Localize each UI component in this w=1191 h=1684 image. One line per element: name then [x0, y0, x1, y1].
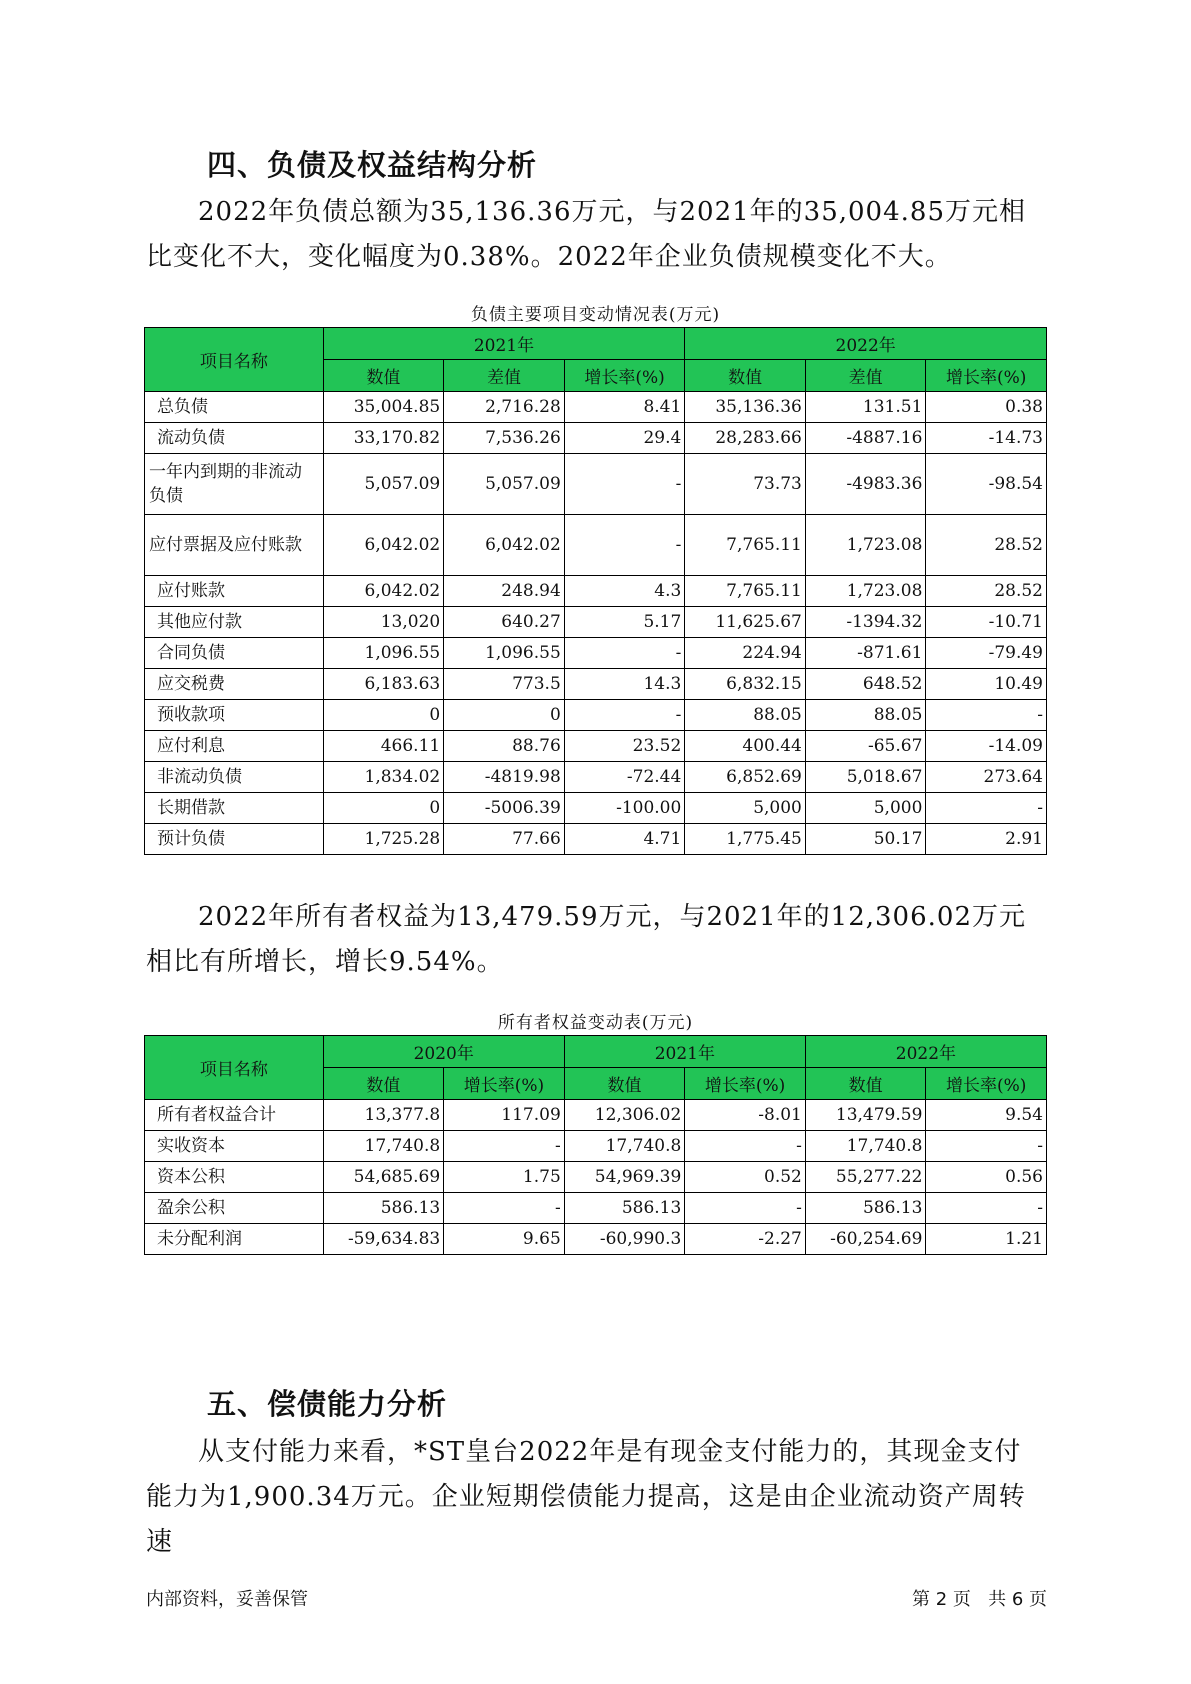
table-cell: 17,740.8	[805, 1131, 926, 1162]
row-label: 合同负债	[145, 638, 324, 669]
section-title-solvency: 五、偿债能力分析	[207, 1387, 448, 1421]
table-cell: 8.41	[564, 392, 685, 423]
column-header-year: 2021年	[323, 328, 685, 360]
table-cell: 117.09	[444, 1100, 565, 1131]
table-cell: -65.67	[805, 731, 926, 762]
row-label: 一年内到期的非流动负债	[145, 454, 324, 515]
footer-left: 内部资料，妥善保管	[146, 1589, 308, 1610]
table-cell: 0.52	[685, 1162, 806, 1193]
table-row	[145, 1100, 1047, 1131]
row-label: 应付账款	[145, 576, 324, 607]
table-row	[145, 638, 1047, 669]
table-row	[145, 515, 1047, 576]
table-cell: 2.91	[926, 824, 1047, 855]
column-header: 增长率(%)	[564, 360, 685, 392]
column-header-name: 项目名称	[145, 328, 324, 392]
table-cell: 77.66	[444, 824, 565, 855]
column-header: 增长率(%)	[926, 1068, 1047, 1100]
table-cell: 14.3	[564, 669, 685, 700]
table-cell: 4.71	[564, 824, 685, 855]
paragraph-equity	[146, 895, 1046, 985]
table-cell: 131.51	[805, 392, 926, 423]
table-cell: -	[564, 515, 685, 576]
table-cell: 88.76	[444, 731, 565, 762]
table-caption-liabilities: 负债主要项目变动情况表(万元)	[470, 305, 721, 325]
row-label: 其他应付款	[145, 607, 324, 638]
table-cell: 13,377.8	[323, 1100, 444, 1131]
row-label: 实收资本	[145, 1131, 324, 1162]
table-row	[145, 1193, 1047, 1224]
table-row	[145, 1131, 1047, 1162]
table-cell: -	[685, 1193, 806, 1224]
table-cell: -	[685, 1131, 806, 1162]
table-cell: 6,832.15	[685, 669, 806, 700]
table-cell: 248.94	[444, 576, 565, 607]
table-cell: -	[444, 1131, 565, 1162]
table-cell: 9.54	[926, 1100, 1047, 1131]
row-label: 应付票据及应付账款	[145, 515, 324, 576]
table-cell: 4.3	[564, 576, 685, 607]
table-cell: -	[926, 1131, 1047, 1162]
row-label: 所有者权益合计	[145, 1100, 324, 1131]
table-cell: 648.52	[805, 669, 926, 700]
table-cell: 1,834.02	[323, 762, 444, 793]
table-cell: 7,765.11	[685, 515, 806, 576]
table-cell: 640.27	[444, 607, 565, 638]
table-cell: 400.44	[685, 731, 806, 762]
table-cell: 35,004.85	[323, 392, 444, 423]
row-label: 盈余公积	[145, 1193, 324, 1224]
table-cell: 88.05	[685, 700, 806, 731]
table-cell: 29.4	[564, 423, 685, 454]
table-cell: -100.00	[564, 793, 685, 824]
table-cell: 6,042.02	[444, 515, 565, 576]
table-cell: 6,183.63	[323, 669, 444, 700]
table-cell: 1,723.08	[805, 515, 926, 576]
table-cell: 5,000	[805, 793, 926, 824]
paragraph-text: 从支付能力来看，*ST皇台2022年是有现金支付能力的，其现金支付能力为1,900.34万元。企业短期偿债能力提高，这是由企业流动资产周转速	[146, 1437, 1026, 1557]
row-label: 预计负债	[145, 824, 324, 855]
table-cell: 0.56	[926, 1162, 1047, 1193]
column-header: 增长率(%)	[685, 1068, 806, 1100]
table-cell: 55,277.22	[805, 1162, 926, 1193]
table-row	[145, 793, 1047, 824]
table-row	[145, 1224, 1047, 1255]
table-caption-equity: 所有者权益变动表(万元)	[497, 1013, 694, 1033]
row-label: 应付利息	[145, 731, 324, 762]
table-row	[145, 607, 1047, 638]
table-cell: 1.75	[444, 1162, 565, 1193]
table-cell: -8.01	[685, 1100, 806, 1131]
table-cell: -	[926, 1193, 1047, 1224]
table-cell: 9.65	[444, 1224, 565, 1255]
table-cell: 50.17	[805, 824, 926, 855]
paragraph-text: 2022年所有者权益为13,479.59万元，与2021年的12,306.02万元相比有所增长，增长9.54%。	[146, 902, 1026, 977]
table-cell: -72.44	[564, 762, 685, 793]
table-cell: 17,740.8	[564, 1131, 685, 1162]
table-cell: 54,685.69	[323, 1162, 444, 1193]
table-cell: 13,020	[323, 607, 444, 638]
table-cell: -	[926, 700, 1047, 731]
table-cell: 1.21	[926, 1224, 1047, 1255]
table-cell: -14.73	[926, 423, 1047, 454]
table-row	[145, 392, 1047, 423]
table-cell: 35,136.36	[685, 392, 806, 423]
table-cell: -98.54	[926, 454, 1047, 515]
table-row	[145, 762, 1047, 793]
column-header-year: 2021年	[564, 1036, 805, 1068]
table-cell: 6,042.02	[323, 515, 444, 576]
equity-table	[144, 1035, 1047, 1255]
table-cell: -60,990.3	[564, 1224, 685, 1255]
table-cell: 1,775.45	[685, 824, 806, 855]
table-row	[145, 731, 1047, 762]
row-label: 未分配利润	[145, 1224, 324, 1255]
table-cell: 6,042.02	[323, 576, 444, 607]
table-cell: 273.64	[926, 762, 1047, 793]
table-cell: 586.13	[323, 1193, 444, 1224]
table-cell: 7,765.11	[685, 576, 806, 607]
paragraph-text: 2022年负债总额为35,136.36万元，与2021年的35,004.85万元相比变化不大，变化幅度为0.38%。2022年企业负债规模变化不大。	[146, 197, 1026, 272]
table-cell: 5,018.67	[805, 762, 926, 793]
table-cell: 1,096.55	[444, 638, 565, 669]
table-cell: 0	[323, 793, 444, 824]
table-row	[145, 576, 1047, 607]
row-label: 预收款项	[145, 700, 324, 731]
table-cell: 13,479.59	[805, 1100, 926, 1131]
column-header: 增长率(%)	[444, 1068, 565, 1100]
table-cell: -59,634.83	[323, 1224, 444, 1255]
table-cell: -	[444, 1193, 565, 1224]
table-cell: -	[564, 454, 685, 515]
table-cell: -60,254.69	[805, 1224, 926, 1255]
table-row	[145, 454, 1047, 515]
column-header-name: 项目名称	[145, 1036, 324, 1100]
row-label: 非流动负债	[145, 762, 324, 793]
table-cell: 28.52	[926, 576, 1047, 607]
table-cell: 88.05	[805, 700, 926, 731]
paragraph-liabilities	[146, 190, 1046, 280]
table-cell: 0	[444, 700, 565, 731]
column-header-year: 2020年	[323, 1036, 564, 1068]
column-header: 增长率(%)	[926, 360, 1047, 392]
table-row	[145, 824, 1047, 855]
table-cell: -	[564, 638, 685, 669]
table-cell: -2.27	[685, 1224, 806, 1255]
table-cell: 5,000	[685, 793, 806, 824]
table-cell: 28,283.66	[685, 423, 806, 454]
table-cell: 773.5	[444, 669, 565, 700]
table-cell: 224.94	[685, 638, 806, 669]
table-cell: 1,096.55	[323, 638, 444, 669]
table-cell: -	[564, 700, 685, 731]
table-row	[145, 1162, 1047, 1193]
row-label: 长期借款	[145, 793, 324, 824]
row-label: 流动负债	[145, 423, 324, 454]
table-cell: 2,716.28	[444, 392, 565, 423]
table-cell: 28.52	[926, 515, 1047, 576]
table-cell: 12,306.02	[564, 1100, 685, 1131]
table-cell: 33,170.82	[323, 423, 444, 454]
section-title-liabilities: 四、负债及权益结构分析	[207, 148, 538, 182]
row-label: 应交税费	[145, 669, 324, 700]
column-header: 差值	[805, 360, 926, 392]
table-cell: 0.38	[926, 392, 1047, 423]
column-header-year: 2022年	[805, 1036, 1046, 1068]
table-cell: -1394.32	[805, 607, 926, 638]
column-header: 数值	[564, 1068, 685, 1100]
table-cell: 17,740.8	[323, 1131, 444, 1162]
table-cell: 10.49	[926, 669, 1047, 700]
table-cell: 5,057.09	[323, 454, 444, 515]
paragraph-solvency	[146, 1430, 1046, 1565]
footer-page-number: 第 2 页 共 6 页	[912, 1589, 1047, 1610]
liabilities-table	[144, 327, 1047, 855]
column-header: 数值	[323, 1068, 444, 1100]
table-cell: 1,725.28	[323, 824, 444, 855]
column-header: 数值	[685, 360, 806, 392]
table-cell: -14.09	[926, 731, 1047, 762]
table-row	[145, 669, 1047, 700]
table-cell: -10.71	[926, 607, 1047, 638]
table-cell: -4983.36	[805, 454, 926, 515]
table-cell: 0	[323, 700, 444, 731]
table-cell: -871.61	[805, 638, 926, 669]
table-cell: 54,969.39	[564, 1162, 685, 1193]
table-cell: 586.13	[564, 1193, 685, 1224]
row-label: 资本公积	[145, 1162, 324, 1193]
table-cell: 7,536.26	[444, 423, 565, 454]
table-cell: 6,852.69	[685, 762, 806, 793]
table-cell: 23.52	[564, 731, 685, 762]
table-cell: -4887.16	[805, 423, 926, 454]
table-cell: 1,723.08	[805, 576, 926, 607]
table-cell: -	[926, 793, 1047, 824]
column-header: 数值	[805, 1068, 926, 1100]
table-cell: -4819.98	[444, 762, 565, 793]
table-row	[145, 700, 1047, 731]
row-label: 总负债	[145, 392, 324, 423]
column-header: 数值	[323, 360, 444, 392]
table-cell: 11,625.67	[685, 607, 806, 638]
table-cell: 73.73	[685, 454, 806, 515]
table-cell: 5.17	[564, 607, 685, 638]
table-cell: 586.13	[805, 1193, 926, 1224]
table-row	[145, 423, 1047, 454]
table-cell: -79.49	[926, 638, 1047, 669]
column-header-year: 2022年	[685, 328, 1047, 360]
table-cell: 466.11	[323, 731, 444, 762]
column-header: 差值	[444, 360, 565, 392]
table-cell: -5006.39	[444, 793, 565, 824]
table-cell: 5,057.09	[444, 454, 565, 515]
